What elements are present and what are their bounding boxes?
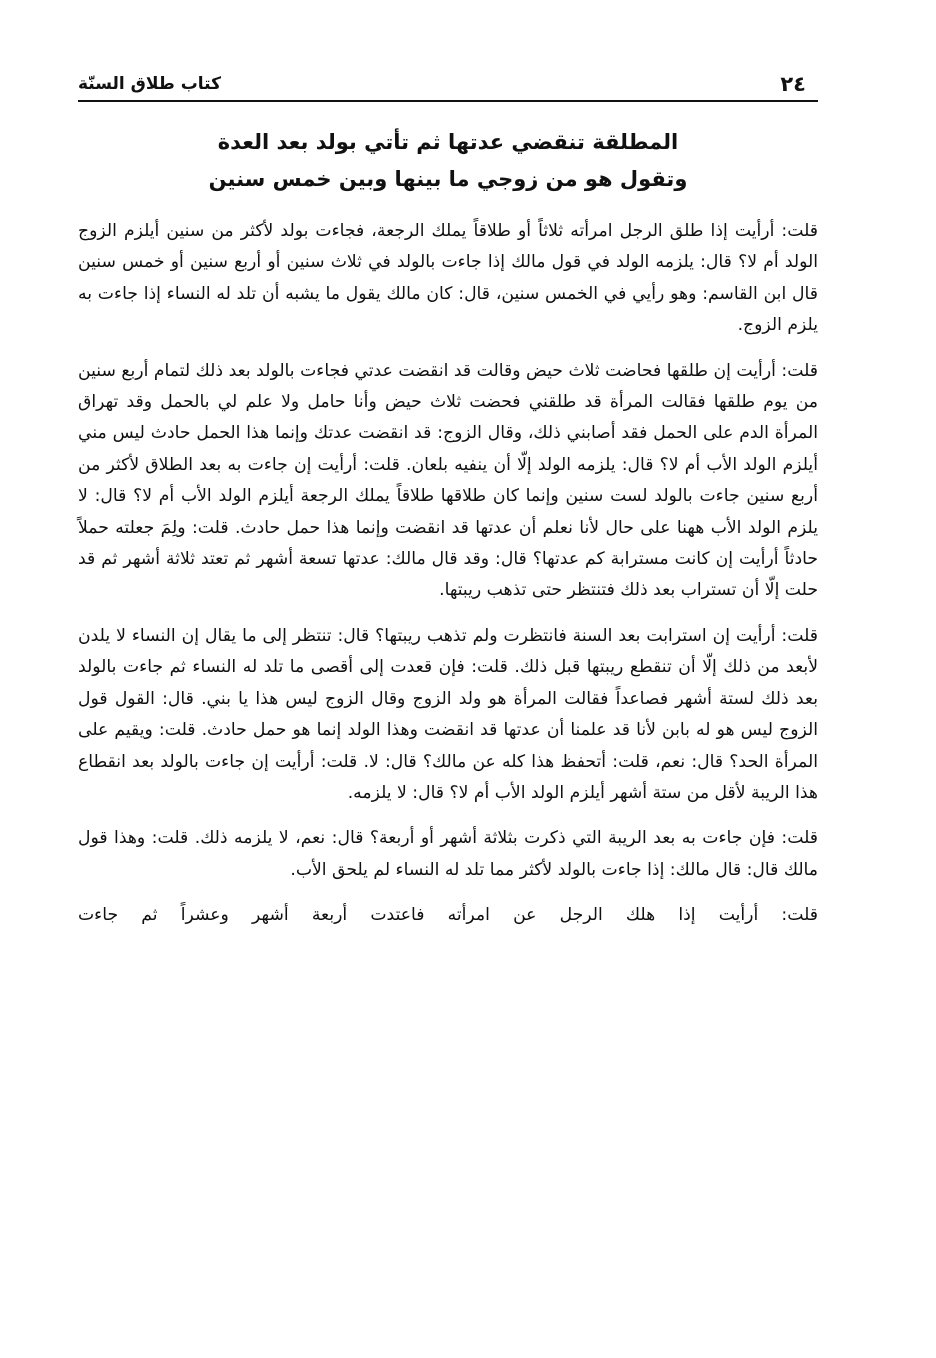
chapter-title-line-1: المطلقة تنقضي عدتها ثم تأتي بولد بعد العدة — [217, 130, 679, 154]
body-text — [78, 216, 818, 932]
paragraph-1: قلت: أرأيت إذا طلق الرجل امرأته ثلاثاً أو طلاقاً يملك الرجعة، فجاءت بولد لأكثر من سنين أيلزم الزوج الولد أم لا؟ قال: يلزمه الولد في قول مالك إذا جاءت بالولد في ثلاث سنين أو أربع سنين أو خمس سنين قال ابن القاسم: وهو رأيي في الخمس سنين، قال: كان مالك يقول ما يشبه أن تلد له النساء إذا جاءت به يلزم الزوج. — [78, 221, 818, 336]
chapter-title-line-2: وتقول هو من زوجي ما بينها وبين خمس سنين — [208, 167, 688, 191]
book-title: كتاب طلاق السنّة — [78, 74, 222, 94]
chapter-title — [78, 124, 818, 198]
book-page — [78, 70, 818, 1340]
paragraph-4: قلت: فإن جاءت به بعد الريبة التي ذكرت بثلاثة أشهر أو أربعة؟ قال: نعم، لا يلزمه ذلك. قلت: وهذا قول مالك قال: قال مالك: إذا جاءت بالولد لأكثر مما تلد له النساء لم يلحق الأب. — [78, 828, 818, 880]
paragraph-3: قلت: أرأيت إن استرابت بعد السنة فانتظرت ولم تذهب ريبتها؟ قال: تنتظر إلى ما يقال إن النساء لا يلدن لأبعد من ذلك إلّا أن تنقطع ريبتها قبل ذلك. قلت: فإن قعدت إلى أقصى ما تلد له النساء ثم جاءت بالولد بعد ذلك لستة أشهر فصاعداً فقالت المرأة هو ولد الزوج وقال الزوج ليس هذا يا بني. قال: القول قول الزوج ليس هو له بابن لأنا قد علمنا أن عدتها قد انقضت وهذا الولد إنما هو حمل حادث. قلت: ويقيم على المرأة الحد؟ قال: نعم، قلت: أتحفظ هذا كله عن مالك؟ قال: لا. قلت: أرأيت إن جاءت بالولد بعد انقطاع هذا الريبة لأقل من ستة أشهر أيلزم الولد الأب أم لا؟ قال: لا يلزمه. — [78, 625, 818, 803]
page-number: ٢٤ — [780, 72, 806, 96]
paragraph-5: قلت: أرأيت إذا هلك الرجل عن امرأته فاعتدت أربعة أشهر وعشراً ثم جاءت — [78, 905, 818, 926]
paragraph-2: قلت: أرأيت إن طلقها فحاضت ثلاث حيض وقالت قد انقضت عدتي فجاءت بالولد بعد ذلك لتمام أربع سنين من يوم طلقها فقالت المرأة قد طلقني فحضت ثلاث حيض وأنا حامل ولا علم لي بالحمل وقد تهراق المرأة الدم على الحمل فقد أصابني ذلك، وقال الزوج: قد انقضت عدتك وإنما هذا الحمل حادث ليس مني أيلزم الولد الأب أم لا؟ قال: يلزمه الولد إلّا أن ينفيه بلعان. قلت: أرأيت إن جاءت به بعد الطلاق لأكثر من أربع سنين جاءت بالولد لست سنين وإنما كان طلاقها طلاقاً يملك الرجعة أيلزم الولد الأب أم لا؟ قال: لا يلزم الولد الأب ههنا على حال لأنا نعلم أن عدتها قد انقضت وإنما هذا حمل حادث. قلت: ولِمَ جعلته حملاً حادثاً أرأيت إن كانت مسترابة كم عدتها؟ قال: وقد قال مالك: عدتها تسعة أشهر ثم تعتد ثلاثة أشهر ثم قد حلت إلّا أن تستراب بعد ذلك فتنتظر حتى تذهب ريبتها. — [78, 360, 818, 601]
running-header — [78, 70, 818, 102]
